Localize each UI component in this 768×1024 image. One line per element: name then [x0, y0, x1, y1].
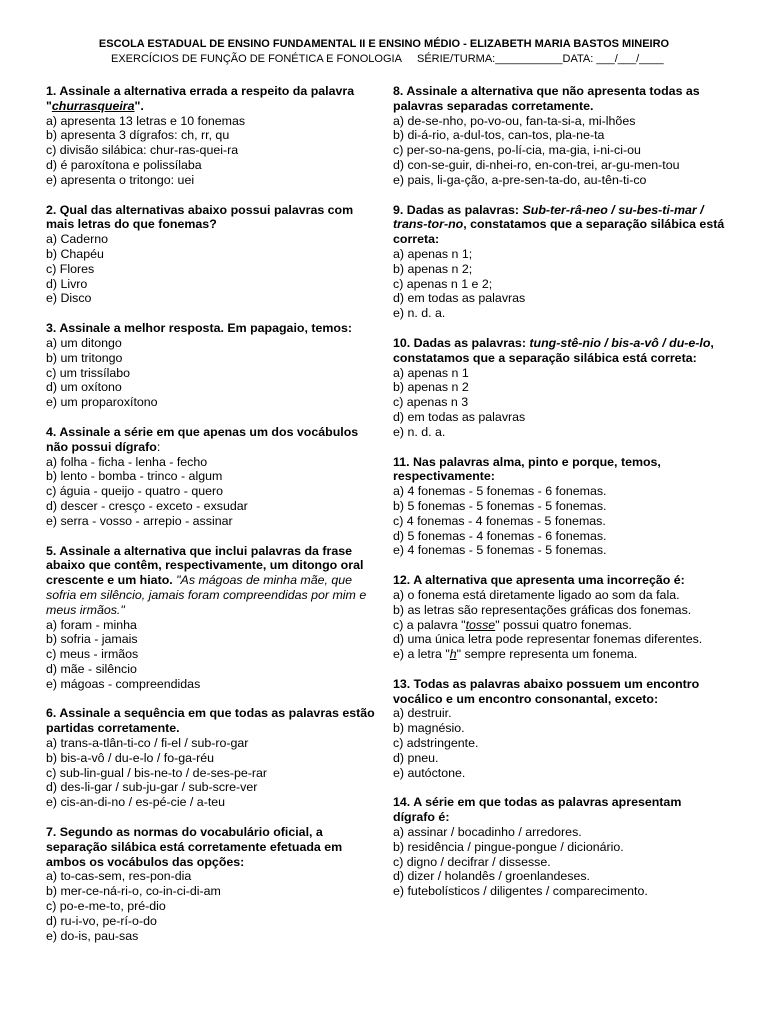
- option-b: b) lento - bomba - trinco - algum: [46, 469, 223, 484]
- option-e: e) cis-an-di-no / es-pé-cie / a-teu: [46, 795, 226, 810]
- option-b: b) apenas n 2;: [393, 261, 473, 276]
- question-3: [46, 321, 376, 410]
- option-d: d) con-se-guir, di-nhei-ro, en-con-trei, ar-gu-men-tou: [393, 157, 680, 172]
- option-e: e) futebolísticos / diligentes / comparecimento.: [393, 884, 648, 899]
- question-8: [393, 84, 725, 188]
- option-e: e) n. d. a.: [393, 424, 446, 439]
- question-stem: 3. Assinale a melhor resposta. Em papagaio, temos:: [46, 321, 352, 336]
- option-a: a) um ditongo: [46, 335, 122, 350]
- question-stem: 8. Assinale a alternativa que não apresenta todas as palavras separadas corretamente.: [393, 84, 700, 113]
- option-c: c) meus - irmãos: [46, 647, 139, 662]
- question-1: [46, 84, 376, 188]
- question-stem: 2. Qual das alternativas abaixo possui palavras com mais letras do que fonemas?: [46, 202, 354, 232]
- option-c: c) apenas n 3: [393, 395, 469, 410]
- question-5: [46, 544, 376, 692]
- option-b: b) mer-ce-ná-ri-o, co-in-ci-di-am: [46, 884, 221, 899]
- option-d: d) é paroxítona e polissílaba: [46, 157, 202, 172]
- question-2: [46, 203, 376, 307]
- question-stem: 11. Nas palavras alma, pinto e porque, temos, respectivamente:: [393, 454, 661, 484]
- question-10: [393, 336, 725, 440]
- highlighted-word: churrasqueira: [51, 98, 135, 113]
- option-c: c) apenas n 1 e 2;: [393, 276, 493, 291]
- option-e: e) a letra "h" sempre representa um fonema.: [393, 647, 638, 662]
- option-a: a) apenas n 1: [393, 365, 469, 380]
- word-list: Sub-ter-râ-neo / su-bes-ti-mar / trans-tor-no: [393, 202, 704, 232]
- option-c: c) digno / decifrar / dissesse.: [393, 854, 551, 869]
- option-b: b) residência / pingue-pongue / dicionário.: [393, 839, 624, 854]
- question-stem: 9. Dadas as palavras: Sub-ter-râ-neo / su-bes-ti-mar / trans-tor-no, constatamos que a separação silábica está correta:: [393, 202, 725, 247]
- option-b: b) 5 fonemas - 5 fonemas - 5 fonemas.: [393, 498, 607, 513]
- option-d: d) mãe - silêncio: [46, 661, 137, 676]
- question-stem: 12. A alternativa que apresenta uma incorreção é:: [393, 573, 685, 588]
- question-7: [46, 825, 376, 943]
- question-stem: 14. A série em que todas as palavras apresentam dígrafo é:: [393, 795, 682, 825]
- option-a: a) o fonema está diretamente ligado ao som da fala.: [393, 587, 680, 602]
- option-b: b) sofria - jamais: [46, 632, 138, 647]
- option-e: e) um proparoxítono: [46, 395, 158, 410]
- option-e: e) pais, li-ga-ção, a-pre-sen-ta-do, au-tên-ti-co: [393, 172, 647, 187]
- option-e: e) autóctone.: [393, 765, 466, 780]
- option-e: e) serra - vosso - arrepio - assinar: [46, 513, 233, 528]
- option-d: d) um oxítono: [46, 380, 122, 395]
- right-column: [393, 84, 725, 914]
- option-c: c) 4 fonemas - 4 fonemas - 5 fonemas.: [393, 513, 606, 528]
- question-stem: 6. Assinale a sequência em que todas as palavras estão partidas corretamente.: [46, 706, 375, 736]
- option-a: a) destruir.: [393, 706, 452, 721]
- option-b: b) apresenta 3 dígrafos: ch, rr, qu: [46, 128, 230, 143]
- option-a: a) apresenta 13 letras e 10 fonemas: [46, 113, 246, 128]
- option-a: a) assinar / bocadinho / arredores.: [393, 825, 582, 840]
- question-9: [393, 203, 725, 321]
- option-d: d) des-li-gar / sub-ju-gar / sub-scre-ver: [46, 780, 258, 795]
- option-e: e) 4 fonemas - 5 fonemas - 5 fonemas.: [393, 543, 607, 558]
- option-c: c) per-so-na-gens, po-lí-cia, ma-gia, i-ni-ci-ou: [393, 143, 641, 158]
- left-column: [46, 84, 376, 958]
- option-a: a) trans-a-tlân-ti-co / fi-el / sub-ro-gar: [46, 736, 249, 751]
- question-12: [393, 573, 725, 662]
- option-a: a) de-se-nho, po-vo-ou, fan-ta-si-a, mi-lhões: [393, 113, 636, 128]
- option-d: d) descer - cresço - exceto - exsudar: [46, 498, 248, 513]
- question-stem: 5. Assinale a alternativa que inclui palavras da frase abaixo que contêm, respectivamente, um ditongo oral crescente e um hiato. "As mágoas de minha mãe, que sofria em silêncio, jamais foram compreendidas por mim e meus irmãos.": [46, 543, 367, 617]
- option-c: c) águia - queijo - quatro - quero: [46, 484, 224, 499]
- quoted-sentence: "As mágoas de minha mãe, que sofria em silêncio, jamais foram compreendidas por mim e meus irmãos.": [46, 573, 367, 617]
- worksheet-header: [0, 38, 768, 65]
- question-4: [46, 425, 376, 529]
- question-stem: 10. Dadas as palavras: tung-stê-nio / bis-a-vô / du-e-lo, constatamos que a separação silábica está correta:: [393, 335, 714, 365]
- option-c: c) po-e-me-to, pré-dio: [46, 899, 166, 914]
- option-b: b) um tritongo: [46, 350, 123, 365]
- option-d: d) em todas as palavras: [393, 291, 526, 306]
- question-stem: 1. Assinale a alternativa errada a respeito da palavra "churrasqueira".: [46, 84, 355, 113]
- option-d: d) pneu.: [393, 750, 439, 765]
- school-name: ESCOLA ESTADUAL DE ENSINO FUNDAMENTAL II E ENSINO MÉDIO - ELIZABETH MARIA BASTOS MINEIRO: [98, 38, 670, 50]
- highlighted-letter: h: [449, 647, 457, 662]
- option-c: c) sub-lin-gual / bis-ne-to / de-ses-pe-rar: [46, 765, 268, 780]
- option-a: a) Caderno: [46, 232, 108, 247]
- question-14: [393, 795, 725, 899]
- exercise-title: EXERCÍCIOS DE FUNÇÃO DE FONÉTICA E FONOLOGIA: [111, 53, 402, 65]
- option-b: b) di-á-rio, a-dul-tos, can-tos, pla-ne-ta: [393, 128, 605, 143]
- option-e: e) Disco: [46, 291, 92, 306]
- option-c: c) adstringente.: [393, 736, 479, 751]
- option-d: d) dizer / holandês / groenlandeses.: [393, 869, 590, 884]
- option-c: c) um trissílabo: [46, 365, 130, 380]
- option-d: d) 5 fonemas - 4 fonemas - 6 fonemas.: [393, 528, 607, 543]
- option-d: d) Livro: [46, 276, 88, 291]
- question-11: [393, 455, 725, 559]
- option-b: b) bis-a-vô / du-e-lo / fo-ga-réu: [46, 750, 215, 765]
- option-a: a) foram - minha: [46, 617, 137, 632]
- option-e: e) mágoas - compreendidas: [46, 676, 201, 691]
- option-d: d) ru-i-vo, pe-rí-o-do: [46, 913, 157, 928]
- option-c: c) divisão silábica: chur-ras-quei-ra: [46, 143, 239, 158]
- option-e: e) apresenta o tritongo: uei: [46, 172, 195, 187]
- option-d: d) em todas as palavras: [393, 409, 526, 424]
- option-e: e) n. d. a.: [393, 306, 446, 321]
- option-a: a) 4 fonemas - 5 fonemas - 6 fonemas.: [393, 484, 607, 499]
- option-d: d) uma única letra pode representar fonemas diferentes.: [393, 632, 703, 647]
- header-subline: [0, 53, 768, 65]
- option-a: a) to-cas-sem, res-pon-dia: [46, 869, 192, 884]
- option-c: c) Flores: [46, 261, 95, 276]
- option-e: e) do-is, pau-sas: [46, 928, 139, 943]
- question-stem: 4. Assinale a série em que apenas um dos vocábulos não possui dígrafo:: [46, 424, 359, 454]
- question-6: [46, 706, 376, 810]
- question-stem: 13. Todas as palavras abaixo possuem um encontro vocálico e um encontro consonantal, exceto:: [393, 676, 700, 706]
- highlighted-word: tosse: [465, 617, 496, 632]
- question-13: [393, 677, 725, 781]
- option-b: b) apenas n 2: [393, 380, 469, 395]
- option-b: b) as letras são representações gráficas dos fonemas.: [393, 602, 692, 617]
- word-list: tung-stê-nio / bis-a-vô / du-e-lo: [529, 335, 711, 350]
- option-a: a) apenas n 1;: [393, 246, 473, 261]
- option-c: c) a palavra "tosse" possui quatro fonemas.: [393, 617, 632, 632]
- option-b: b) Chapéu: [46, 246, 104, 261]
- option-a: a) folha - ficha - lenha - fecho: [46, 454, 208, 469]
- option-b: b) magnésio.: [393, 721, 465, 736]
- class-date-fields: SÉRIE/TURMA:___________DATA: ___/___/____: [417, 53, 664, 65]
- question-stem: 7. Segundo as normas do vocabulário oficial, a separação silábica está corretamente efetuada em ambos os vocábulos das opções:: [46, 825, 343, 869]
